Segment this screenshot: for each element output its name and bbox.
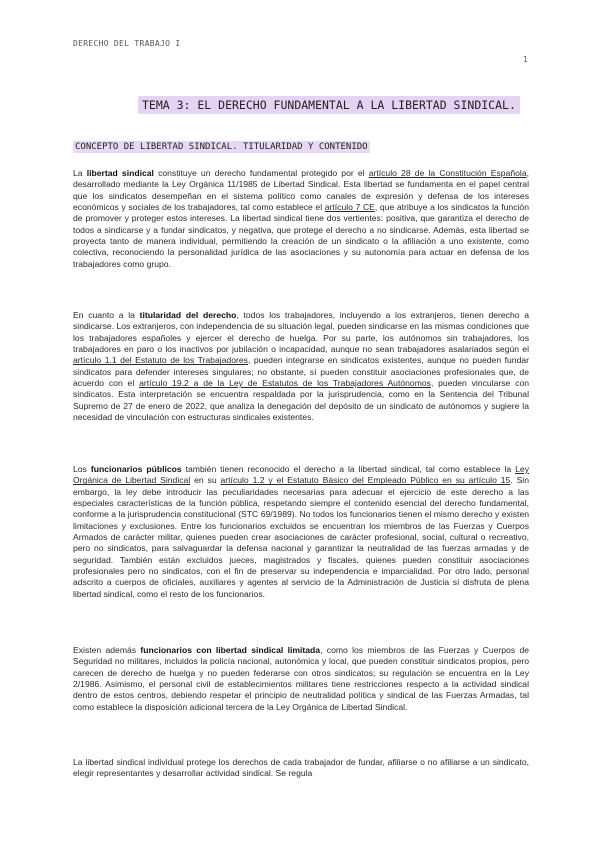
legal-reference: artículo 1.1 del Estatuto de los Trabajadores: [73, 355, 248, 366]
section-heading: CONCEPTO DE LIBERTAD SINDICAL. TITULARIDAD Y CONTENIDO: [75, 142, 368, 152]
text: constituye un derecho fundamental protegido por el: [153, 168, 369, 178]
bold-term: funcionarios públicos: [90, 464, 182, 474]
text: Los: [73, 464, 91, 474]
text: , pueden vincularse con sindicatos. Esta interpretación se encuentra respaldada por la jurisprudencia, como en la Sentencia del Tribunal Supremo de 27 de enero de 2022, que analiza la denegación del depósito de un sindicato de autónomos y sugiere la necesidad de vinculación con estructuras sindicales existentes.: [73, 378, 529, 423]
text: , todos los trabajadores, incluyendo a los extranjeros, tienen derecho a sindicarse. Los extranjeros, con independencia de su situación legal, pueden sindicarse en las mismas condiciones que los trabajadores españoles y ejercer el derecho de huelga. Por su parte, los autónomos sin trabajadores, los trabajadores en paro o los inactivos por jubilación o incapacidad, aunque no sean trabajadores asalariados según el: [73, 310, 529, 355]
legal-reference: Ley Orgánica de Libertad Sindical: [73, 464, 529, 486]
paragraph-libertad-sindical: [73, 168, 529, 270]
text: en su: [190, 475, 221, 486]
legal-reference: artículo 19.2 a de la Ley de Estatutos de los Trabajadores Autónomos: [139, 378, 431, 389]
text: , desarrollado mediante la Ley Orgánica 11/1985 de Libertad Sindical. Esta libertad se fundamenta en el papel central que los sindicatos desempeñan en el sistema político como canales de expresión y defensa de los intereses económicos y sociales de los trabajadores, tal como establece el: [73, 168, 529, 213]
paragraph-libertad-limitada: [73, 645, 529, 713]
text: . Sin embargo, la ley debe introducir las peculiaridades necesarias para adecuar el ejercicio de este derecho a las especiales características de la función pública, respetando siempre el contenido esencial del derecho fundamental, conforme a la jurisprudencia constitucional (STC 69/1989). No todos los funcionarios tienen el mismo derecho y existen limitaciones y exclusiones. Entre los funcionarios excluidos se encuentran los miembros de las Fuerzas y Cuerpos Armados de carácter militar, quienes pueden crear asociaciones de carácter profesional, social, cultural o recreativo, pero no sindicatos, para salvaguardar la defensa nacional y garantizar la neutralidad de las fuerzas armadas y de seguridad. También están excluidos jueces, magistrados y fiscales, quienes pueden constituir asociaciones profesionales pero no sindicatos, con el fin de preservar su independencia e imparcialidad. Por otro lado, personal adscrito a cuerpos de oficiales, auxiliares y agentes al servicio de la Administración de Justicia sí disfruta de plena libertad sindical, como el resto de los funcionarios.: [73, 475, 529, 599]
running-header: DERECHO DEL TRABAJO I: [73, 39, 181, 48]
text: La libertad sindical individual protege los derechos de cada trabajador de fundar, afiliarse o no afiliarse a un sindicato, elegir representantes y desarrollar actividad sindical. Se regula: [73, 757, 529, 779]
legal-reference: artículo 7 CE: [324, 202, 375, 213]
text: Existen además: [73, 645, 141, 655]
text: también tienen reconocido el derecho a la libertad sindical, tal como establece la: [181, 464, 516, 474]
document-title: TEMA 3: EL DERECHO FUNDAMENTAL A LA LIBERTAD SINDICAL.: [138, 96, 520, 114]
bold-term: funcionarios con libertad sindical limitada: [140, 645, 321, 655]
text: , como los miembros de las Fuerzas y Cuerpos de Seguridad no militares, incluidos la policía nacional, autonómica y local, que pueden constituir sindicatos propios, pero carecen de derecho de huelga y no pueden federarse con otros sindicatos; su regulación se encuentra en la Ley 2/1986. Asimismo, el personal civil de establecimientos militares tiene restricciones respecto a la actividad sindical dentro de estos centros, debiendo respetar el principio de neutralidad política y sindical de las Fuerzas Armadas, tal como establece la disposición adicional tercera de la Ley Orgánica de Libertad Sindical.: [73, 645, 529, 712]
paragraph-libertad-individual: [73, 757, 529, 780]
text: En cuanto a la: [73, 310, 140, 320]
text: La: [73, 168, 87, 178]
text: , que atribuye a los sindicatos la función de promover y proteger estos intereses. La libertad sindical tiene dos vertientes: positiva, que garantiza el derecho de todos a sindicarse y a fundar sindicatos, y negativa, que protege el derecho a no sindicarse. Además, esta libertad se proyecta tanto de manera individual, permitiendo la creación de un sindicato o la afiliación a uno existente, como colectiva, reconociendo la personalidad jurídica de las asociaciones y su autonomía para actuar en defensa de los trabajadores como grupo.: [73, 202, 529, 269]
bold-term: titularidad del derecho: [139, 310, 237, 320]
page-number: 1: [523, 55, 529, 64]
legal-reference: artículo 1.2 y el Estatuto Básico del Empleado Público en su artículo 15: [220, 475, 511, 486]
paragraph-funcionarios: [73, 464, 529, 600]
paragraph-titularidad: [73, 310, 529, 423]
legal-reference: artículo 28 de la Constitución Española: [368, 168, 527, 178]
bold-term: libertad sindical: [86, 168, 154, 178]
text: , pueden integrarse en sindicatos existentes, aunque no pueden fundar sindicatos para defender intereses singulares; no obstante, sí pueden constituir asociaciones profesionales que, de acuerdo con el: [73, 355, 529, 389]
